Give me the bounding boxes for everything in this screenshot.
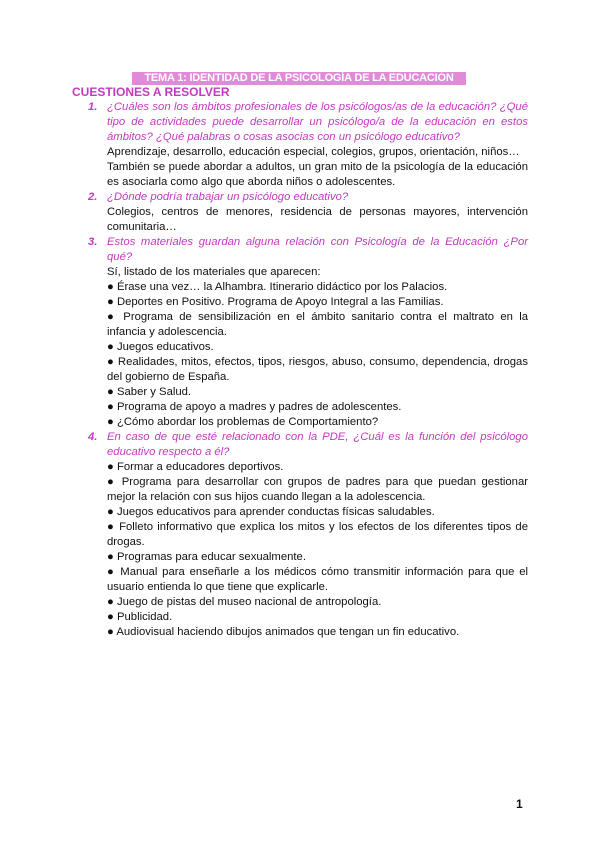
question-number: 3. <box>88 236 98 248</box>
question-text: En caso de que esté relacionado con la PDE, ¿Cuál es la función del psicólogo educativo respecto a él? <box>107 431 528 458</box>
bullet-item: ● Realidades, mitos, efectos, tipos, riesgos, abuso, consumo, dependencia, drogas del gobierno de España. <box>107 356 528 383</box>
bullet-item: ● Programa para desarrollar con grupos de padres para que puedan gestionar mejor la relación con sus hijos cuando llegan a la adolescencia. <box>107 476 528 503</box>
question-list <box>88 100 528 640</box>
answer-line: También se puede abordar a adultos, un gran mito de la psicología de la educación es asociarla como algo que aborda niños o adolescentes. <box>107 161 528 188</box>
question-number: 2. <box>88 191 98 203</box>
bullet-item: ● Juegos educativos para aprender conductas físicas saludables. <box>107 506 435 518</box>
bullet-item: ● Érase una vez… la Alhambra. Itinerario didáctico por los Palacios. <box>107 281 448 293</box>
section-heading: CUESTIONES A RESOLVER <box>72 85 230 99</box>
bullet-item: ● Programa de apoyo a madres y padres de adolescentes. <box>107 401 402 413</box>
question-item <box>88 235 528 430</box>
bullet-item: ● Juegos educativos. <box>107 341 214 353</box>
question-number: 1. <box>88 101 98 113</box>
question-number: 4. <box>88 431 98 443</box>
bullet-item: ● Programa de sensibilización en el ámbito sanitario contra el maltrato en la infancia y adolescencia. <box>107 311 528 338</box>
question-item <box>88 100 528 190</box>
bullet-item: ● Deportes en Positivo. Programa de Apoyo Integral a las Familias. <box>107 296 444 308</box>
bullet-item: ● Formar a educadores deportivos. <box>107 461 284 473</box>
bullet-item: ● Programas para educar sexualmente. <box>107 551 306 563</box>
answer-line: Sí, listado de los materiales que aparecen: <box>107 266 321 278</box>
question-text: ¿Cuáles son los ámbitos profesionales de los psicólogos/as de la educación? ¿Qué tipo de actividades puede desarrollar un psicólogo/a de la educación en estos ámbitos? ¿Qué palabras o cosas asocias con un psicólogo educativo? <box>107 101 528 143</box>
bullet-item: ● Audiovisual haciendo dibujos animados que tengan un fin educativo. <box>107 626 460 638</box>
bullet-item: ● Manual para enseñarle a los médicos cómo transmitir información para que el usuario entienda lo que tiene que explicarle. <box>107 566 528 593</box>
question-item <box>88 190 528 235</box>
question-text: ¿Dónde podría trabajar un psicólogo educativo? <box>107 191 349 203</box>
bullet-item: ● ¿Cómo abordar los problemas de Comportamiento? <box>107 416 379 428</box>
bullet-item: ● Publicidad. <box>107 611 173 623</box>
document-title: TEMA 1: IDENTIDAD DE LA PSICOLOGÍA DE LA EDUCACIÓN <box>132 72 466 85</box>
bullet-item: ● Folleto informativo que explica los mitos y los efectos de los diferentes tipos de drogas. <box>107 521 528 548</box>
bullet-item: ● Juego de pistas del museo nacional de antropología. <box>107 596 382 608</box>
question-text: Estos materiales guardan alguna relación con Psicología de la Educación ¿Por qué? <box>107 236 528 263</box>
page-number: 1 <box>516 797 523 811</box>
answer-line: Colegios, centros de menores, residencia de personas mayores, intervención comunitaria… <box>107 206 528 233</box>
question-item <box>88 430 528 640</box>
bullet-item: ● Saber y Salud. <box>107 386 192 398</box>
answer-line: Aprendizaje, desarrollo, educación especial, colegios, grupos, orientación, niños… <box>107 146 520 158</box>
